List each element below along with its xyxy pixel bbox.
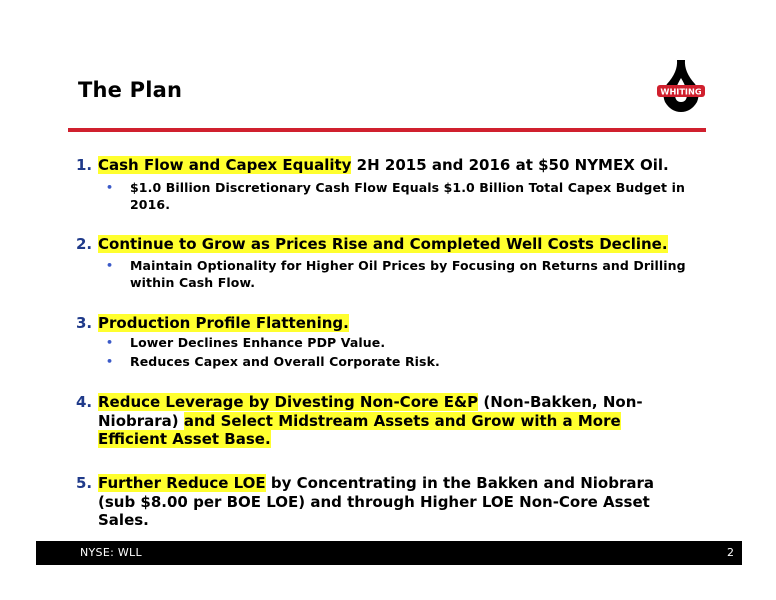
sub-bullet bbox=[106, 180, 706, 213]
bullet-icon: • bbox=[106, 259, 114, 272]
svg-text:WHITING: WHITING bbox=[660, 86, 702, 97]
sub-bullet bbox=[106, 258, 706, 291]
whiting-logo bbox=[653, 58, 709, 118]
sub-bullet bbox=[106, 335, 706, 352]
item-number: 3. bbox=[76, 314, 93, 332]
footer-bar bbox=[36, 541, 742, 565]
sub-bullet-text: Maintain Optionality for Higher Oil Prices by Focusing on Returns and Drilling within Cash Flow. bbox=[130, 258, 686, 290]
slide-title: The Plan bbox=[78, 78, 183, 102]
ticker-label: NYSE: WLL bbox=[80, 546, 142, 559]
plan-item-4 bbox=[76, 393, 676, 449]
bullet-icon: • bbox=[106, 181, 114, 194]
page-number: 2 bbox=[727, 546, 734, 559]
item-number: 2. bbox=[76, 235, 93, 253]
highlighted-text: and Select Midstream Assets and Grow with a More Efficient Asset Base. bbox=[98, 411, 621, 448]
bullet-icon: • bbox=[106, 336, 114, 349]
plan-item-1 bbox=[76, 156, 706, 175]
plan-item-5 bbox=[76, 474, 686, 530]
sub-bullet-text: Reduces Capex and Overall Corporate Risk. bbox=[130, 354, 440, 369]
highlighted-text: Further Reduce LOE bbox=[98, 474, 266, 492]
item-number: 4. bbox=[76, 393, 93, 411]
sub-bullet-text: $1.0 Billion Discretionary Cash Flow Equals $1.0 Billion Total Capex Budget in 2016. bbox=[130, 180, 685, 212]
bullet-icon: • bbox=[106, 355, 114, 368]
item-text: (Non-Bakken, Non-Niobrara) bbox=[98, 393, 643, 430]
highlighted-text: Production Profile Flattening. bbox=[98, 314, 349, 332]
highlighted-text: Continue to Grow as Prices Rise and Completed Well Costs Decline. bbox=[98, 235, 668, 253]
item-number: 1. bbox=[76, 156, 93, 174]
item-number: 5. bbox=[76, 474, 93, 492]
sub-bullet bbox=[106, 354, 706, 371]
sub-bullet-text: Lower Declines Enhance PDP Value. bbox=[130, 335, 386, 350]
plan-item-2 bbox=[76, 235, 706, 254]
item-text: 2H 2015 and 2016 at $50 NYMEX Oil. bbox=[351, 156, 669, 174]
item-text: by Concentrating in the Bakken and Niobrara (sub $8.00 per BOE LOE) and through Higher LOE Non-Core Asset Sales. bbox=[98, 474, 655, 529]
highlighted-text: Cash Flow and Capex Equality bbox=[98, 156, 352, 174]
title-divider bbox=[68, 128, 706, 132]
highlighted-text: Reduce Leverage by Divesting Non-Core E&P bbox=[98, 393, 479, 411]
plan-item-3 bbox=[76, 314, 706, 333]
